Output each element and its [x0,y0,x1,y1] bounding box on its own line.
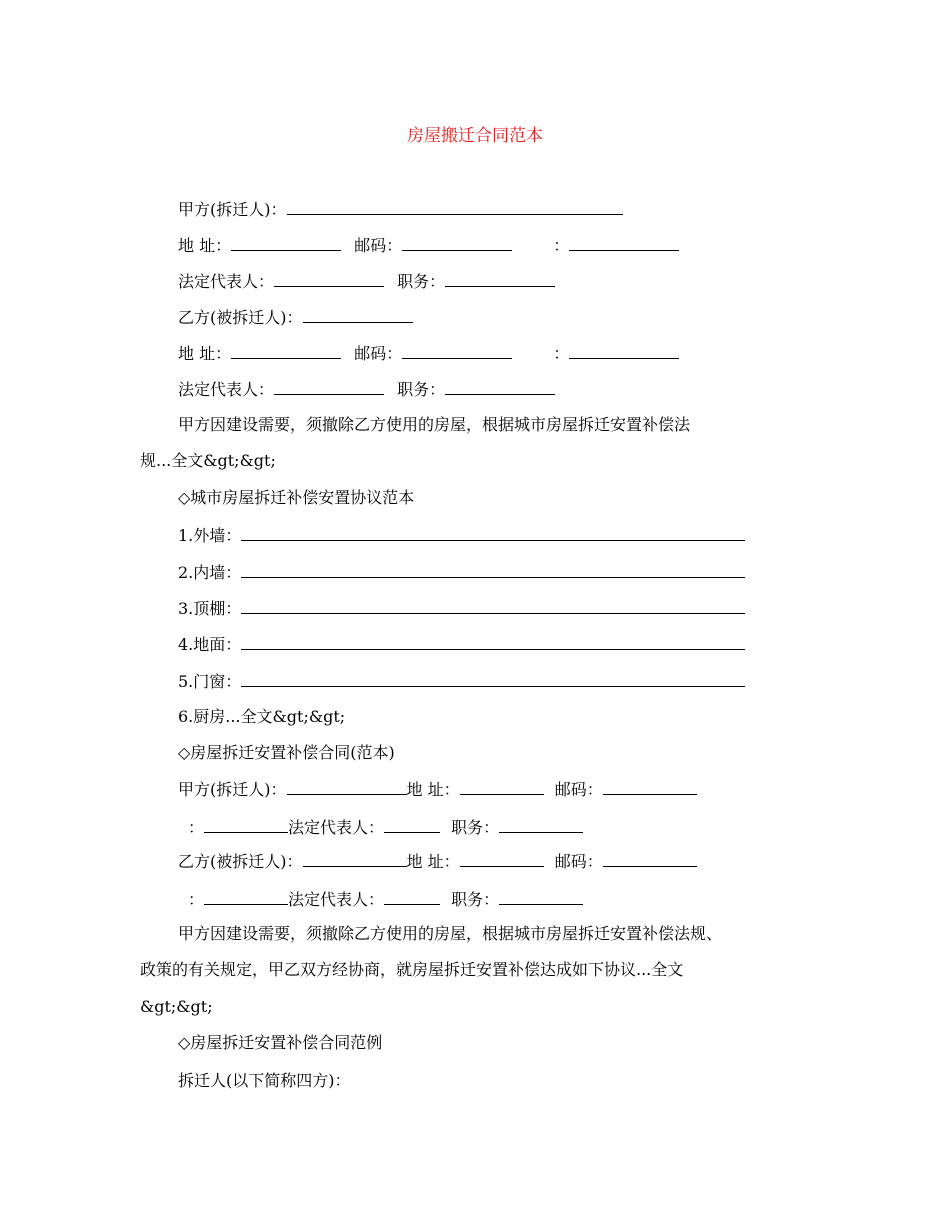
blank-field [603,779,697,795]
section-heading-2: ◇房屋拆迁安置补偿合同(范本) [178,743,395,762]
blank-field [274,271,384,287]
postcode-label: 邮码： [554,852,603,871]
blank-field [460,851,544,867]
blank-field [303,307,413,323]
s2-party-b-line [178,851,697,872]
blank-field [241,671,745,687]
s2-party-a-line [178,779,697,800]
party-a-line [178,199,623,220]
position-label: 职务： [451,818,500,837]
blank-field [241,634,745,650]
paragraph-1-line-2: 规...全文&gt;&gt; [140,451,276,470]
item-label: 1.外墙： [178,526,242,545]
blank-field [445,379,555,395]
item-kitchen: 6.厨房...全文&gt;&gt; [178,707,346,726]
item-exterior-wall [178,525,745,546]
blank-field [274,379,384,395]
s2-party-a-rep-line [188,817,583,838]
postcode-label: 邮码： [354,236,403,255]
party-a-rep-line [178,271,555,292]
address-label: 地 址： [406,852,460,871]
position-label: 职务： [397,272,446,291]
blank-field [445,271,555,287]
party-a-address-line [178,235,679,256]
blank-field [231,343,341,359]
legal-rep-label: 法定代表人： [178,272,275,291]
party-b-label: 乙方(被拆迁人)： [178,308,303,327]
blank-field [569,235,679,251]
section-heading-3: ◇房屋拆迁安置补偿合同范例 [178,1033,383,1052]
item-ceiling [178,598,745,619]
address-label: 地 址： [178,344,232,363]
colon-label: ： [553,236,570,255]
blank-field [204,889,288,905]
paragraph-1-line-1: 甲方因建设需要，须撤除乙方使用的房屋，根据城市房屋拆迁安置补偿法 [178,415,691,434]
colon-label: ： [188,890,205,909]
blank-field [384,817,440,833]
blank-field [241,562,745,578]
item-label: 3.顶棚： [178,599,242,618]
blank-field [287,199,623,215]
document-title: 房屋搬迁合同范本 [407,126,543,146]
party-a-label: 甲方(拆迁人)： [178,200,287,219]
blank-field [204,817,288,833]
blank-field [241,598,745,614]
postcode-label: 邮码： [354,344,403,363]
party-b-line [178,307,413,328]
address-label: 地 址： [178,236,232,255]
position-label: 职务： [397,380,446,399]
item-label: 2.内墙： [178,563,242,582]
section-heading-1: ◇城市房屋拆迁补偿安置协议范本 [178,488,415,507]
legal-rep-label: 法定代表人： [288,818,385,837]
blank-field [241,525,745,541]
blank-field [460,779,544,795]
blank-field [303,851,407,867]
party-b-address-line [178,343,679,364]
colon-label: ： [553,344,570,363]
blank-field [384,889,440,905]
item-label: 4.地面： [178,635,242,654]
blank-field [402,343,512,359]
item-interior-wall [178,562,745,583]
address-label: 地 址： [406,780,460,799]
demolisher-line: 拆迁人(以下简称四方)： [178,1071,351,1090]
legal-rep-label: 法定代表人： [288,890,385,909]
party-a-label: 甲方(拆迁人)： [178,780,287,799]
blank-field [603,851,697,867]
paragraph-2-line-1: 甲方因建设需要，须撤除乙方使用的房屋，根据城市房屋拆迁安置补偿法规、 [178,924,723,943]
party-b-label: 乙方(被拆迁人)： [178,852,303,871]
party-b-rep-line [178,379,555,400]
postcode-label: 邮码： [554,780,603,799]
s2-party-b-rep-line [188,889,583,910]
blank-field [499,817,583,833]
colon-label: ： [188,818,205,837]
item-label: 5.门窗： [178,672,242,691]
paragraph-2-line-2: 政策的有关规定，甲乙双方经协商，就房屋拆迁安置补偿达成如下协议...全文 [140,960,684,979]
blank-field [569,343,679,359]
blank-field [402,235,512,251]
legal-rep-label: 法定代表人： [178,380,275,399]
blank-field [287,779,407,795]
blank-field [231,235,341,251]
position-label: 职务： [451,890,500,909]
item-doors-windows [178,671,745,692]
paragraph-2-line-3: &gt;&gt; [140,997,213,1016]
item-floor [178,634,745,655]
blank-field [499,889,583,905]
